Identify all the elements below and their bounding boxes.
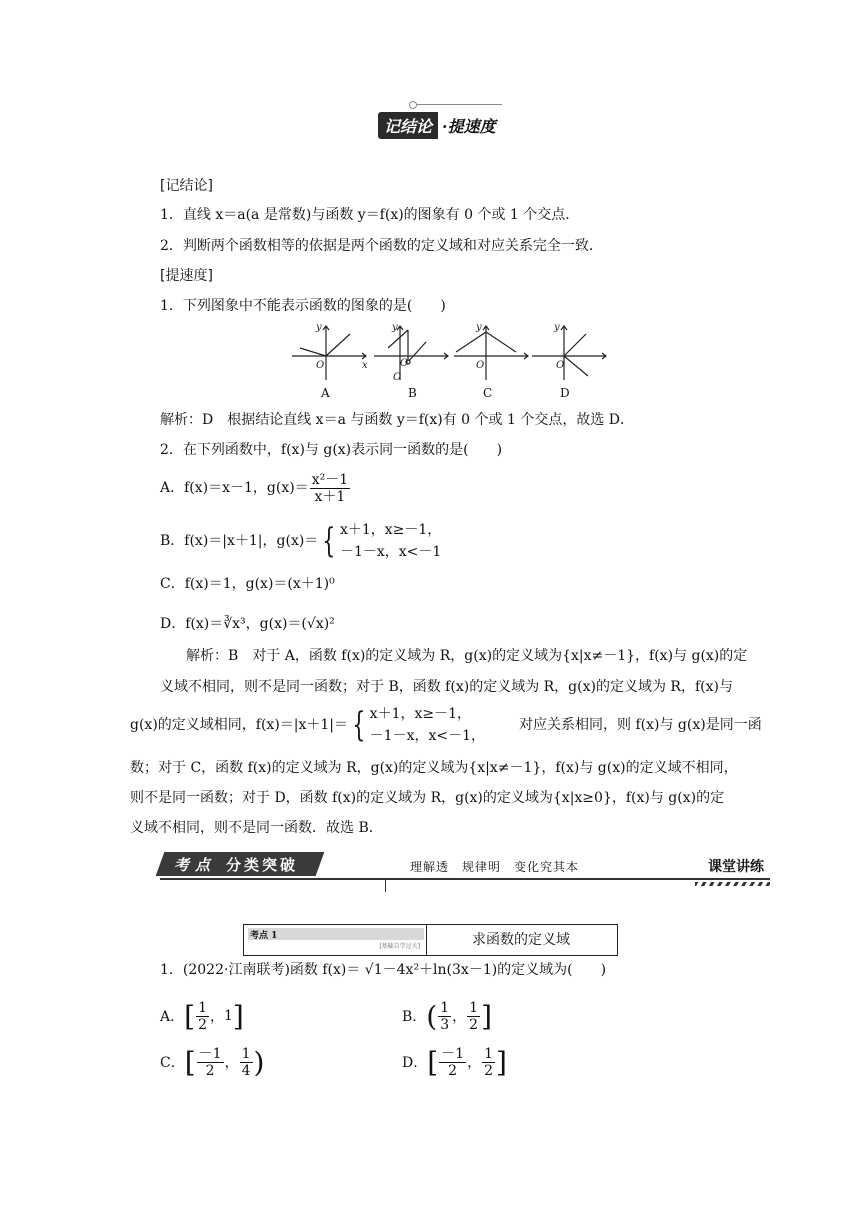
topic-small: [基础自学过关]: [379, 943, 420, 950]
q3-b-n2: 1: [469, 999, 479, 1016]
q3-a-sep: ，: [209, 1009, 224, 1025]
q2-option-b: [160, 518, 441, 564]
graph-a-x: x: [362, 360, 368, 371]
q3-d-d2: 2: [484, 1062, 494, 1079]
q2-optA-num: x²－1: [311, 471, 349, 488]
q3-c-d2: 4: [241, 1062, 251, 1079]
q2-answer-line1: 解析：B 对于 A，函数 f(x)的定义域为 R，g(x)的定义域为{x|x≠－1}，f(x)与 g(x)的定: [186, 648, 748, 664]
q3-a-rb: ]: [232, 999, 244, 1033]
graph-d: [532, 326, 606, 380]
q2-answer-line4: 数；对于 C，函数 f(x)的定义域为 R，g(x)的定义域为{x|x≠－1}，f(x)与 g(x)的定义域不相同，: [130, 760, 738, 776]
q3-b-frac2: [467, 1000, 480, 1033]
q2-option-a: [160, 468, 351, 508]
q2-ans-brace: {: [352, 705, 366, 745]
graph-label-d: D: [560, 386, 570, 400]
q2-optA-frac: [310, 472, 350, 505]
graph-d-o: O: [556, 360, 565, 371]
graph-c-y: y: [476, 322, 482, 333]
banner-dot: [409, 101, 417, 109]
q2-optB-case1: x＋1，x≥－1，: [339, 522, 442, 538]
q3-c-frac2: [240, 1046, 253, 1079]
conclusion-heading: [记结论]: [160, 178, 213, 194]
q3-c-rb: ): [253, 1045, 265, 1079]
q3-d-rb: ]: [496, 1045, 507, 1079]
conclusion-item-2: 2．判断两个函数相等的依据是两个函数的定义域和对应关系完全一致．: [160, 238, 603, 254]
q3-b-frac1: [438, 1000, 451, 1033]
graph-label-c: C: [483, 386, 493, 400]
q3-b-d1: 3: [440, 1016, 450, 1033]
q3-b-sep: ，: [452, 1009, 467, 1025]
kaodian-label: 考点: [174, 856, 217, 874]
q2-answer-line6: 义域不相同，则不是同一函数．故选 B．: [130, 820, 383, 836]
banner-part1: 记结论: [378, 112, 438, 139]
section-mottos: 理解透 规律明 变化究其本: [410, 860, 580, 874]
topic-title: 求函数的定义域: [472, 932, 570, 948]
q3-a-frac: [196, 1000, 209, 1033]
section-banner: [378, 112, 506, 138]
q2-answer-line5: 则不是同一函数；对于 D，函数 f(x)的定义域为 R，g(x)的定义域为{x|x≥0}，f(x)与 g(x)的定: [130, 790, 725, 806]
q2-ans-l3-case2: －1－x，x<－1，: [369, 728, 486, 744]
q2-optA-pre: A．f(x)＝x－1，g(x)＝: [160, 480, 309, 496]
q3-stem: 1．(2022·江南联考)函数 f(x)＝ √1－4x²＋ln(3x－1)的定义域为( ): [160, 962, 607, 978]
graph-c: [454, 326, 528, 380]
q1-answer: 解析：D 根据结论直线 x＝a 与函数 y＝f(x)有 0 个或 1 个交点，故选 D．: [160, 412, 635, 428]
q3-c-frac1: [197, 1046, 224, 1079]
q3-d-frac1: [439, 1046, 466, 1079]
q2-ans-cases: [370, 703, 485, 747]
q3-c-n2: 1: [241, 1045, 251, 1062]
graph-b-o2: O: [393, 372, 402, 383]
q2-optB-brace: {: [322, 521, 336, 561]
q3-c-n1: －1: [198, 1045, 222, 1062]
q2-ans-l3-case1: x＋1，x≥－1，: [369, 706, 472, 722]
q3-a-d1: 2: [198, 1016, 207, 1033]
q2-answer-line3: [130, 702, 762, 748]
section-stripes: [695, 882, 770, 886]
topic-badge: 考点 1: [248, 928, 424, 940]
graph-a-o: O: [316, 360, 325, 371]
q3-d-lb: [: [427, 1045, 439, 1079]
topic-left: [244, 925, 427, 955]
q2-stem: 2．在下列函数中，f(x)与 g(x)表示同一函数的是( ): [160, 442, 503, 458]
q3-a-lb: [: [184, 999, 196, 1033]
q3-a-n1: 1: [198, 999, 207, 1016]
graph-d-y: y: [554, 322, 560, 333]
q3-b-rb: ]: [481, 999, 493, 1033]
section-bar: [160, 850, 770, 890]
q2-ans-l3-pre: g(x)的定义域相同，f(x)＝|x＋1|＝: [130, 717, 349, 733]
q1-graphs: [288, 318, 608, 384]
q2-optB-case2: －1－x，x<－1: [339, 544, 442, 560]
q3-d-n2: 1: [484, 1045, 494, 1062]
q3-c-lb: [: [184, 1045, 196, 1079]
q3-b-d2: 2: [469, 1016, 479, 1033]
q2-optB-pre: B．f(x)＝|x＋1|，g(x)＝: [160, 533, 319, 549]
graph-c-o: O: [476, 360, 485, 371]
banner-part2: ·提速度: [442, 116, 496, 136]
q3-option-b: [402, 996, 492, 1036]
q2-answer-line2: 义域不相同，则不是同一函数；对于 B，函数 f(x)的定义域为 R，g(x)的定义域为 R，f(x)与: [160, 679, 733, 695]
q2-option-d: D．f(x)＝∛x³，g(x)＝(√x)²: [160, 616, 335, 632]
q3-d-d1: 2: [448, 1062, 458, 1079]
q3-d-sep: ，: [467, 1055, 482, 1071]
q1-stem: 1．下列图象中不能表示函数的图象的是( ): [160, 298, 446, 314]
q3-c-d1: 2: [205, 1062, 215, 1079]
topic-box: [243, 924, 618, 956]
q3-b-label: B．: [402, 1009, 427, 1025]
q3-b-n1: 1: [440, 999, 450, 1016]
kaodian-sub: 分类突破: [226, 856, 299, 874]
graph-b-o: O: [400, 358, 409, 369]
graph-a: [292, 326, 366, 380]
q3-d-frac2: [482, 1046, 495, 1079]
q3-option-d: [402, 1042, 507, 1082]
banner-decoration: [412, 104, 502, 105]
q3-c-sep: ，: [224, 1055, 239, 1071]
section-tick: [385, 878, 386, 892]
q3-c-label: C．: [160, 1055, 185, 1071]
q2-ans-l3-post: 对应关系相同，则 f(x)与 g(x)是同一函: [519, 717, 762, 733]
q3-option-a: [160, 996, 244, 1036]
section-rule: [160, 878, 770, 880]
graph-b: [374, 326, 448, 380]
q3-d-n1: －1: [441, 1045, 465, 1062]
q2-optA-den: x＋1: [314, 488, 346, 505]
q3-b-lb: (: [426, 999, 438, 1033]
q2-option-c: C．f(x)＝1，g(x)＝(x＋1)⁰: [160, 576, 335, 592]
q3-option-c: [160, 1042, 264, 1082]
q3-a-label: A．: [160, 1009, 185, 1025]
graph-a-y: y: [316, 322, 322, 333]
q3-d-label: D．: [402, 1055, 428, 1071]
class-label: 课堂讲练: [708, 859, 764, 875]
speed-heading: [提速度]: [160, 268, 213, 284]
graph-label-a: A: [321, 386, 330, 400]
graph-label-b: B: [408, 386, 417, 400]
q2-optB-cases: [340, 519, 441, 563]
conclusion-item-1: 1．直线 x＝a(a 是常数)与函数 y＝f(x)的图象有 0 个或 1 个交点．: [160, 207, 580, 223]
q3-a-v2: 1: [223, 1008, 233, 1024]
graph-b-y: y: [392, 322, 398, 333]
